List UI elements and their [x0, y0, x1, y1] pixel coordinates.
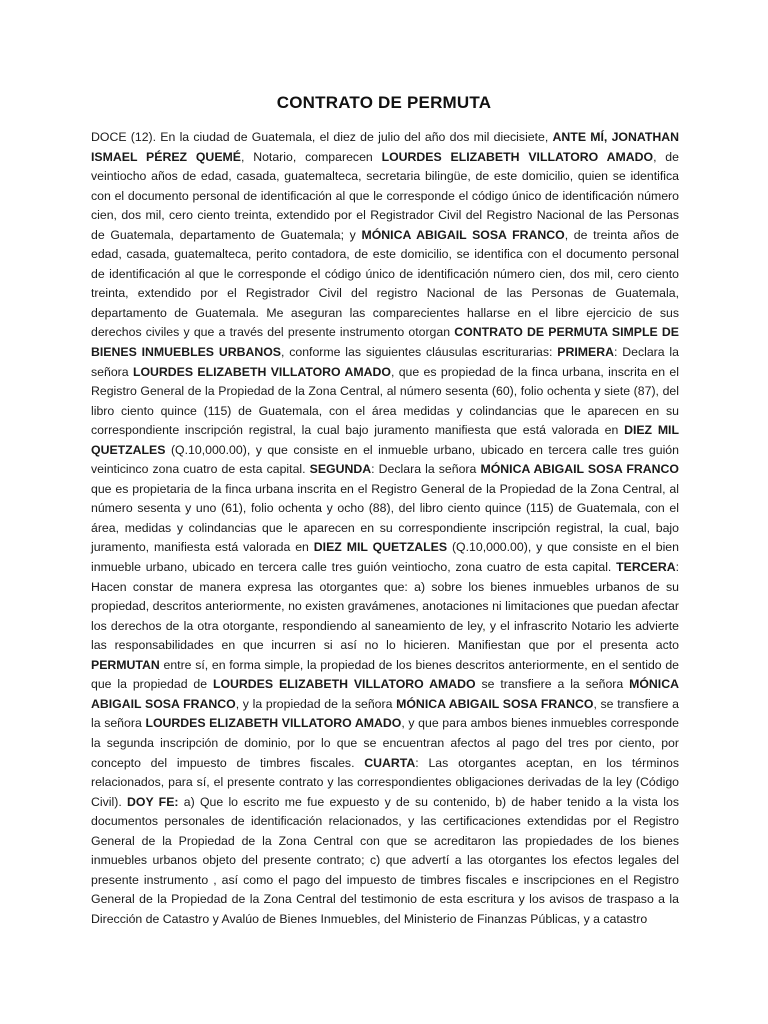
text-run: : Hacen constar de manera expresa las otorgantes que: a) sobre los bienes inmuebles urbanos de su propiedad, descritos anteriormente, no existen gravámenes, anotaciones ni limitaciones que puedan afectar los derechos de la otra otorgante, respondiendo al saneamiento de ley, y el infrascrito Notario les advierte las responsabilidades en que incurren si así no lo hicieren. Manifiestan que por el presenta acto	[91, 560, 679, 653]
text-run: , que es propiedad de la finca urbana, inscrita en el Registro General de la Propiedad de la Zona Central, al número sesenta (60), folio ochenta y siete (87), del libro ciento quince (115) de Guatemala, con el área medidas y colindancias que le aparecen en su correspondiente inscripción registral, la cual bajo juramento manifiesta que está valorada en	[91, 364, 679, 438]
bold-text-run: LOURDES ELIZABETH VILLATORO AMADO	[132, 364, 391, 379]
text-run: (Q.10,000.00), y que consiste en el inmueble urbano, ubicado en tercera calle tres guión veinticinco zona cuatro de esta capital.	[91, 442, 679, 477]
bold-text-run: DOY FE:	[127, 794, 179, 809]
text-run: que es propietaria de la finca urbana inscrita en el Registro General de la Propiedad de la Zona Central, al número sesenta y uno (61), folio ochenta y ocho (88), del libro ciento quince (115) de Guatemala, con el área, medidas y colindancias que le aparecen en su correspondiente inscripción registral, la cual, bajo juramento, manifiesta está valorada en	[91, 481, 679, 555]
bold-text-run: TERCERA	[616, 560, 676, 575]
text-run: , Notario, comparecen	[240, 149, 382, 164]
text-run: , se transfiere a la señora	[91, 696, 679, 731]
bold-text-run: MÓNICA ABIGAIL SOSA FRANCO	[396, 696, 594, 711]
bold-text-run: ANTE MÍ, JONATHAN ISMAEL PÉREZ QUEMÉ	[91, 130, 679, 164]
contract-body-paragraph	[91, 128, 679, 929]
document-title: CONTRATO DE PERMUTA	[276, 93, 492, 112]
bold-text-run: LOURDES ELIZABETH VILLATORO AMADO	[212, 677, 476, 692]
text-run: entre sí, en forma simple, la propiedad de los bienes descritos anteriormente, en el sentido de que la propiedad de	[91, 657, 679, 692]
text-run: se transfiere a la señora	[475, 677, 630, 692]
text-run: , de veintiocho años de edad, casada, guatemalteca, secretaria bilingüe, de este domicilio, quien se identifica con el documento personal de identificación al que le corresponde el código único de identificación número cien, dos mil, cero ciento treinta, extendido por el Registrador Civil del Registro Nacional de las Personas de Guatemala, departamento de Guatemala; y	[91, 149, 679, 242]
text-run: (Q.10,000.00), y que consiste en el bien inmueble urbano, ubicado en tercera calle tres guión veintiocho, zona cuatro de esta capital.	[91, 540, 679, 575]
bold-text-run: DIEZ MIL QUETZALES	[313, 540, 448, 555]
text-run: : Declara la señora	[91, 345, 679, 379]
bold-text-run: MÓNICA ABIGAIL SOSA FRANCO	[480, 462, 679, 477]
text-run: , y la propiedad de la señora	[235, 696, 397, 711]
bold-text-run: DIEZ MIL QUETZALES	[91, 423, 679, 457]
text-run: : Las otorgantes aceptan, en los términos relacionados, para sí, el presente contrato y las correspondientes obligaciones derivadas de la ley (Código Civil).	[91, 755, 679, 809]
text-run: , de treinta años de edad, casada, guatemalteca, perito contadora, de este domicilio, se identifica con el documento personal de identificación al que le corresponde el código único de identificación número cien, dos mil, cero ciento treinta, extendido por el Registrador Civil del registro Nacional de las Personas de Guatemala, departamento de Guatemala. Me aseguran las comparecientes hallarse en el libre ejercicio de sus derechos civiles y que a través del presente instrumento otorgan	[91, 227, 679, 340]
bold-text-run: MÓNICA ABIGAIL SOSA FRANCO	[361, 227, 565, 242]
bold-text-run: LOURDES ELIZABETH VILLATORO AMADO	[145, 716, 402, 731]
text-run: , conforme las siguientes cláusulas escriturarias:	[281, 345, 558, 360]
bold-text-run: PRIMERA	[557, 345, 614, 360]
text-run: , y que para ambos bienes inmuebles corresponde la segunda inscripción de dominio, por lo que se encuentran afectos al pago del tres por ciento, por concepto del impuesto de timbres fiscales.	[91, 716, 679, 770]
bold-text-run: PERMUTAN	[91, 657, 160, 672]
bold-text-run: CUARTA	[364, 755, 416, 770]
bold-text-run: LOURDES ELIZABETH VILLATORO AMADO	[381, 149, 654, 164]
bold-text-run: MÓNICA ABIGAIL SOSA FRANCO	[91, 677, 679, 711]
bold-text-run: CONTRATO DE PERMUTA SIMPLE DE BIENES INMUEBLES URBANOS	[91, 325, 679, 360]
text-run: : Declara la señora	[371, 462, 481, 477]
text-run: DOCE (12). En la ciudad de Guatemala, el diez de julio del año dos mil diecisiete,	[91, 130, 553, 144]
bold-text-run: SEGUNDA	[309, 462, 372, 477]
text-run: a) Que lo escrito me fue expuesto y de su contenido, b) de haber tenido a la vista los documentos personales de identificación relacionados, y las certificaciones extendidas por el Registro General de la Propiedad de la Zona Central con que se acreditaron las propiedades de los bienes inmuebles urbanos objeto del presente contrato; c) que advertí a las otorgantes los efectos legales del presente instrumento , así como el pago del impuesto de timbres fiscales e inscripciones en el Registro General de la Propiedad de la Zona Central del testimonio de esta escritura y los avisos de traspaso a la Dirección de Catastro y Avalúo de Bienes Inmuebles, del Ministerio de Finanzas Públicas, y a catastro	[91, 794, 679, 926]
